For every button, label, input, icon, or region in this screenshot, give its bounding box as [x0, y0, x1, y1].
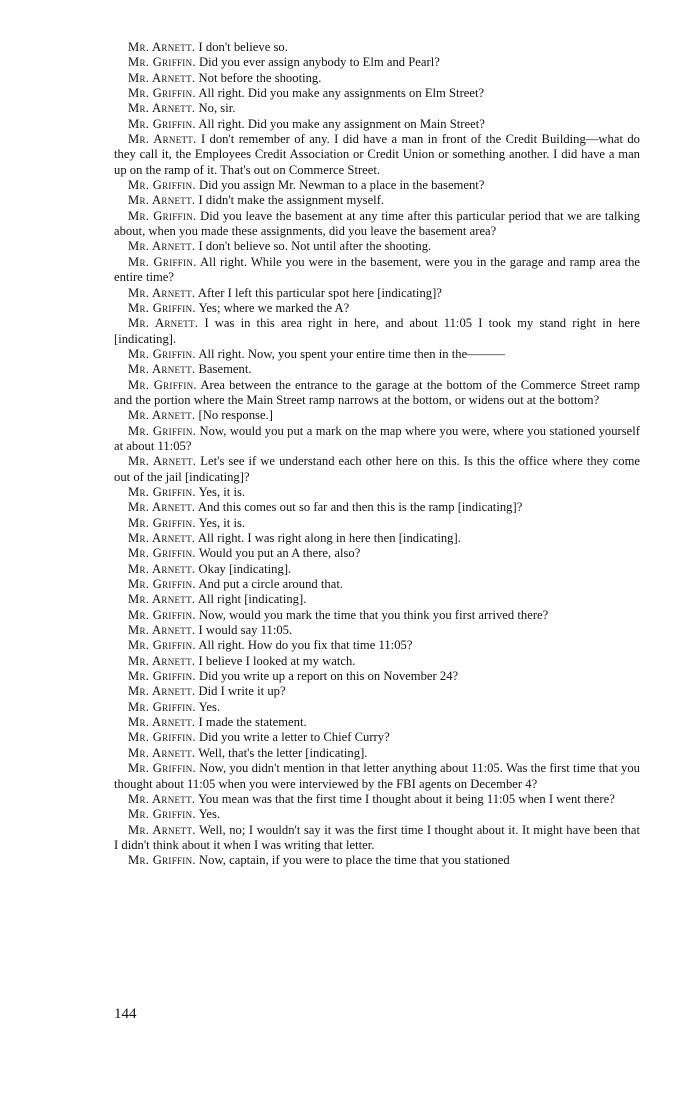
testimony-paragraph [114, 577, 640, 592]
speech-text: Did you leave the basement at any time after this particular period that we are talking about, when you made these assignments, did you leave the basement area? [114, 208, 640, 239]
speaker-name: Mr. Griffin. [128, 607, 196, 622]
page-number: 144 [114, 1006, 137, 1022]
testimony-paragraph [114, 40, 640, 55]
testimony-paragraph [114, 654, 640, 669]
speech-text: I was in this area right in here, and about 11:05 I took my stand right in here [indicating]. [114, 316, 640, 346]
speaker-name: Mr. Griffin. [128, 484, 196, 499]
testimony-paragraph [114, 546, 640, 561]
speech-text: Did you write up a report on this on November 24? [199, 669, 459, 684]
testimony-paragraph [114, 669, 640, 684]
speaker-name: Mr. Arnett. [128, 454, 197, 469]
speaker-name: Mr. Arnett. [128, 500, 196, 515]
testimony-paragraph [114, 362, 640, 377]
speech-text: All right. Did you make any assignments on Elm Street? [198, 86, 485, 101]
testimony-paragraph [114, 193, 640, 208]
testimony-paragraph [114, 853, 640, 868]
speaker-name: Mr. Griffin. [128, 178, 196, 193]
speaker-name: Mr. Arnett. [128, 623, 196, 638]
speaker-name: Mr. Griffin. [128, 853, 196, 868]
speech-text: I don't remember of any. I did have a man in front of the Credit Building—what do they call it, the Employees Credit Association or Credit Union or something another. I did have a man up on the ramp of it. That's out on Commerce Street. [114, 132, 640, 177]
testimony-paragraph [114, 746, 640, 761]
speaker-name: Mr. Arnett. [128, 285, 196, 300]
speaker-name: Mr. Arnett. [128, 193, 196, 208]
speaker-name: Mr. Griffin. [128, 638, 196, 653]
speaker-name: Mr. Arnett. [128, 822, 196, 837]
speech-text: And this comes out so far and then this is the ramp [indicating]? [197, 500, 523, 515]
testimony-paragraph [114, 715, 640, 730]
testimony-paragraph [114, 286, 640, 301]
testimony-paragraph [114, 71, 640, 86]
testimony-paragraph [114, 608, 640, 623]
testimony-paragraph [114, 132, 640, 178]
speech-text: Yes, it is. [198, 484, 246, 499]
speaker-name: Mr. Griffin. [128, 208, 197, 223]
testimony-paragraph [114, 408, 640, 423]
speaker-name: Mr. Griffin. [128, 346, 196, 361]
speaker-name: Mr. Arnett. [128, 132, 197, 147]
testimony-paragraph [114, 730, 640, 745]
speech-text: Now, would you put a mark on the map where you were, where you stationed yourself at about 11:05? [114, 423, 641, 453]
testimony-paragraph [114, 500, 640, 515]
speaker-name: Mr. Arnett. [128, 70, 196, 85]
speaker-name: Mr. Griffin. [128, 761, 196, 776]
speech-text: I made the statement. [198, 715, 307, 730]
testimony-paragraph [114, 531, 640, 546]
testimony-paragraph [114, 454, 640, 485]
speech-text: Yes; where we marked the A? [198, 300, 350, 315]
speech-text: All right. How do you fix that time 11:05? [198, 638, 413, 653]
testimony-paragraph [114, 700, 640, 715]
speech-text: And put a circle around that. [198, 577, 344, 592]
testimony-paragraph [114, 592, 640, 607]
testimony-paragraph [114, 209, 640, 240]
speaker-name: Mr. Griffin. [128, 377, 197, 392]
testimony-paragraph [114, 178, 640, 193]
speech-text: All right [indicating]. [197, 592, 307, 607]
testimony-paragraph [114, 255, 640, 286]
speaker-name: Mr. Arnett. [128, 791, 196, 806]
speech-text: Okay [indicating]. [198, 561, 292, 576]
speech-text: Let's see if we understand each other here on this. Is this the office where they come out of the jail [indicating]? [114, 454, 641, 484]
testimony-paragraph [114, 301, 640, 316]
speech-text: I don't believe so. [198, 40, 288, 54]
speech-text: Did you ever assign anybody to Elm and Pearl? [199, 55, 440, 70]
speech-text: I don't believe so. Not until after the shooting. [198, 239, 432, 254]
speech-text: Did you write a letter to Chief Curry? [199, 730, 390, 745]
speaker-name: Mr. Griffin. [128, 86, 196, 101]
speaker-name: Mr. Arnett. [128, 561, 196, 576]
testimony-paragraph [114, 807, 640, 822]
testimony-paragraph [114, 239, 640, 254]
speech-text: Did I write it up? [198, 684, 286, 699]
speech-text: Area between the entrance to the garage at the bottom of the Commerce Street ramp and the portion where the Main Street ramp narrows at the bottom, or widens out at the bottom? [114, 377, 640, 407]
testimony-paragraph [114, 117, 640, 132]
testimony-paragraph [114, 562, 640, 577]
testimony-paragraph [114, 378, 640, 409]
speech-text: All right. Now, you spent your entire time then in the——— [198, 346, 506, 361]
speaker-name: Mr. Griffin. [128, 300, 196, 315]
testimony-paragraph [114, 792, 640, 807]
speaker-name: Mr. Arnett. [128, 715, 196, 730]
speech-text: I would say 11:05. [198, 623, 293, 638]
speaker-name: Mr. Griffin. [128, 807, 196, 822]
speech-text: After I left this particular spot here [indicating]? [197, 285, 442, 300]
speech-text: Now, would you mark the time that you think you first arrived there? [199, 607, 549, 622]
speech-text: I believe I looked at my watch. [198, 653, 356, 668]
testimony-paragraph [114, 761, 640, 792]
testimony-paragraph [114, 485, 640, 500]
speech-text: Now, you didn't mention in that letter anything about 11:05. Was the first time that you thought about 11:05 when you were interviewed by the FBI agents on December 4? [114, 761, 640, 791]
speaker-name: Mr. Arnett. [128, 408, 196, 423]
speaker-name: Mr. Griffin. [128, 423, 197, 438]
speaker-name: Mr. Griffin. [128, 546, 196, 561]
speech-text: Yes, it is. [198, 515, 246, 530]
speech-text: Did you assign Mr. Newman to a place in the basement? [199, 178, 485, 193]
speech-text: Yes. [198, 699, 221, 714]
testimony-paragraph [114, 623, 640, 638]
testimony-transcript [114, 40, 640, 869]
speaker-name: Mr. Griffin. [128, 699, 196, 714]
speaker-name: Mr. Arnett. [128, 101, 196, 116]
speech-text: All right. I was right along in here then [indicating]. [197, 531, 461, 545]
speaker-name: Mr. Arnett. [128, 745, 196, 760]
speech-text: Now, captain, if you were to place the time that you stationed [199, 853, 510, 868]
speaker-name: Mr. Griffin. [128, 577, 196, 592]
speaker-name: Mr. Arnett. [128, 653, 196, 668]
testimony-paragraph [114, 684, 640, 699]
speech-text: Yes. [198, 807, 221, 822]
testimony-paragraph [114, 86, 640, 101]
testimony-paragraph [114, 638, 640, 653]
testimony-paragraph [114, 424, 640, 455]
testimony-paragraph [114, 823, 640, 854]
speaker-name: Mr. Arnett. [128, 40, 196, 54]
speech-text: All right. Did you make any assignment on Main Street? [198, 116, 485, 131]
speech-text: Basement. [198, 362, 252, 377]
speaker-name: Mr. Arnett. [128, 531, 196, 545]
testimony-paragraph [114, 101, 640, 116]
speech-text: Would you put an A there, also? [198, 546, 361, 561]
speaker-name: Mr. Arnett. [128, 239, 196, 254]
testimony-paragraph [114, 347, 640, 362]
speech-text: You mean was that the first time I thought about it being 11:05 when I went there? [198, 791, 615, 806]
speaker-name: Mr. Griffin. [128, 55, 196, 70]
speaker-name: Mr. Arnett. [128, 362, 196, 377]
speaker-name: Mr. Griffin. [128, 515, 196, 530]
speech-text: [No response.] [198, 408, 273, 423]
speech-text: I didn't make the assignment myself. [198, 193, 385, 208]
speech-text: All right. While you were in the basement, were you in the garage and ramp area the entire time? [114, 254, 641, 285]
speaker-name: Mr. Arnett. [128, 592, 196, 607]
speaker-name: Mr. Griffin. [128, 116, 196, 131]
speaker-name: Mr. Griffin. [128, 254, 197, 269]
testimony-paragraph [114, 516, 640, 531]
speech-text: No, sir. [198, 101, 236, 116]
speaker-name: Mr. Griffin. [128, 669, 196, 684]
speaker-name: Mr. Arnett. [128, 316, 199, 331]
testimony-paragraph [114, 55, 640, 70]
speech-text: Not before the shooting. [198, 70, 322, 85]
speech-text: Well, no; I wouldn't say it was the first time I thought about it. It might have been that I didn't think about it when I was writing that letter. [114, 822, 640, 852]
speaker-name: Mr. Griffin. [128, 730, 196, 745]
speaker-name: Mr. Arnett. [128, 684, 196, 699]
speech-text: Well, that's the letter [indicating]. [198, 745, 368, 760]
testimony-paragraph [114, 316, 640, 347]
